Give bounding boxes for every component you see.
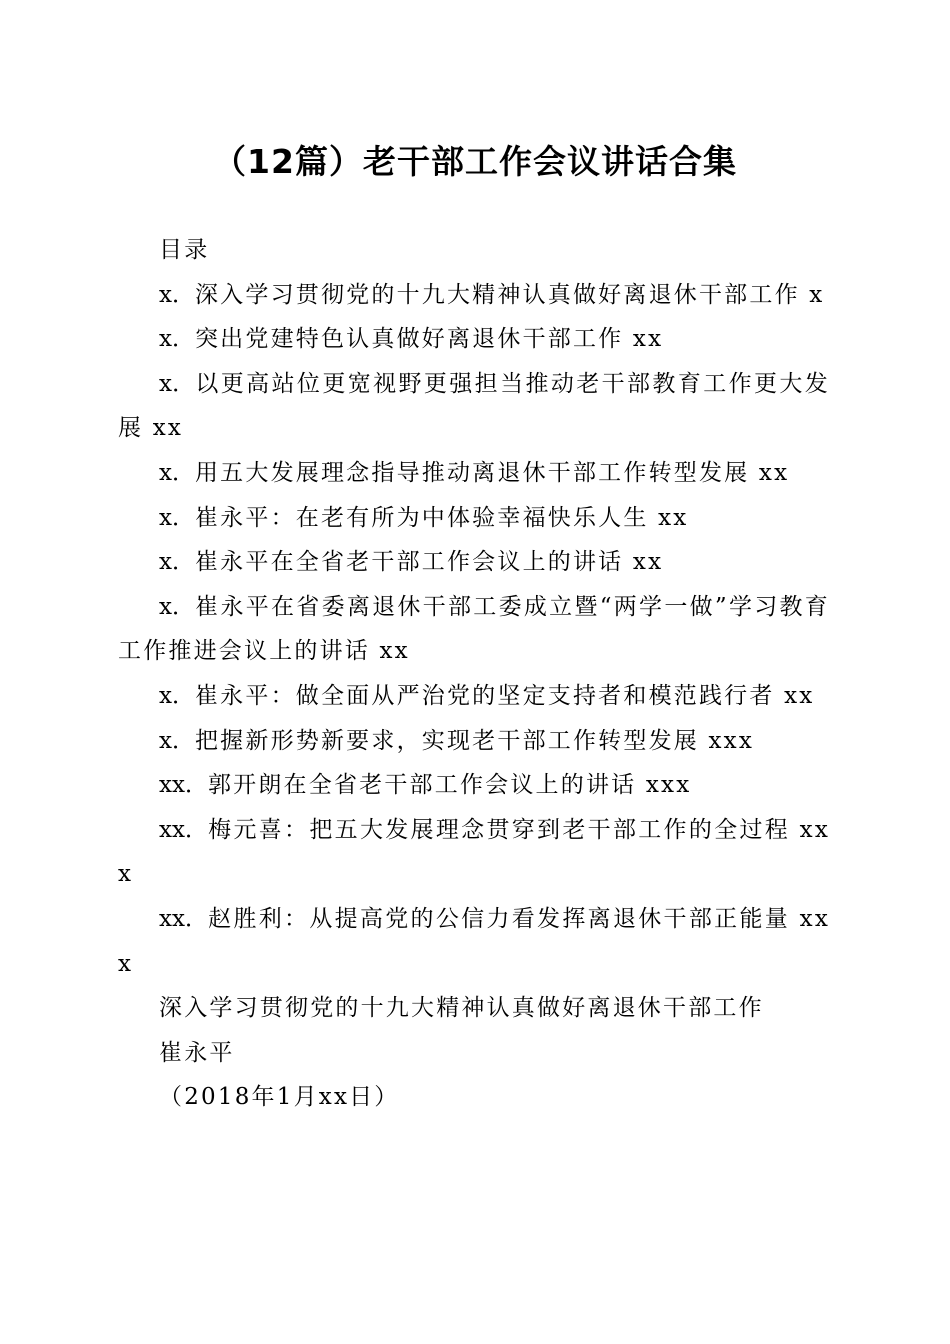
toc-entry[interactable]: x．深入学习贯彻党的十九大精神认真做好离退休干部工作 x	[159, 281, 825, 308]
toc-entry[interactable]: x．崔永平在省委离退休干部工委成立暨“两学一做”学习教育工作推进会议上的讲话 xx	[118, 593, 830, 665]
document-title: （12篇）老干部工作会议讲话合集	[213, 142, 737, 181]
toc-entry[interactable]: x．以更高站位更宽视野更强担当推动老干部教育工作更大发展 xx	[118, 370, 830, 442]
toc-entry[interactable]: x．崔永平：在老有所为中体验幸福快乐人生 xx	[159, 504, 689, 531]
table-of-contents	[118, 273, 830, 987]
toc-entry[interactable]: x．崔永平在全省老干部工作会议上的讲话 xx	[159, 549, 664, 576]
toc-entry[interactable]: x．把握新形势新要求，实现老干部工作转型发展 xxx	[159, 727, 755, 754]
toc-entry[interactable]: x．突出党建特色认真做好离退休干部工作 xx	[159, 326, 664, 353]
article-title: 深入学习贯彻党的十九大精神认真做好离退休干部工作	[159, 995, 764, 1022]
toc-heading: 目录	[159, 237, 210, 263]
toc-entry[interactable]: xx．赵胜利：从提高党的公信力看发挥离退休干部正能量 xxx	[118, 905, 830, 977]
article-date: （2018年1月xx日）	[159, 1084, 400, 1111]
toc-entry[interactable]: x．用五大发展理念指导推动离退休干部工作转型发展 xx	[159, 459, 790, 486]
document-body	[118, 228, 830, 1120]
toc-entry[interactable]: xx．郭开朗在全省老干部工作会议上的讲话 xxx	[159, 772, 692, 799]
article-author: 崔永平	[159, 1039, 235, 1066]
toc-entry[interactable]: x．崔永平：做全面从严治党的坚定支持者和模范践行者 xx	[159, 682, 815, 709]
toc-entry[interactable]: xx．梅元喜：把五大发展理念贯穿到老干部工作的全过程 xxx	[118, 816, 830, 888]
